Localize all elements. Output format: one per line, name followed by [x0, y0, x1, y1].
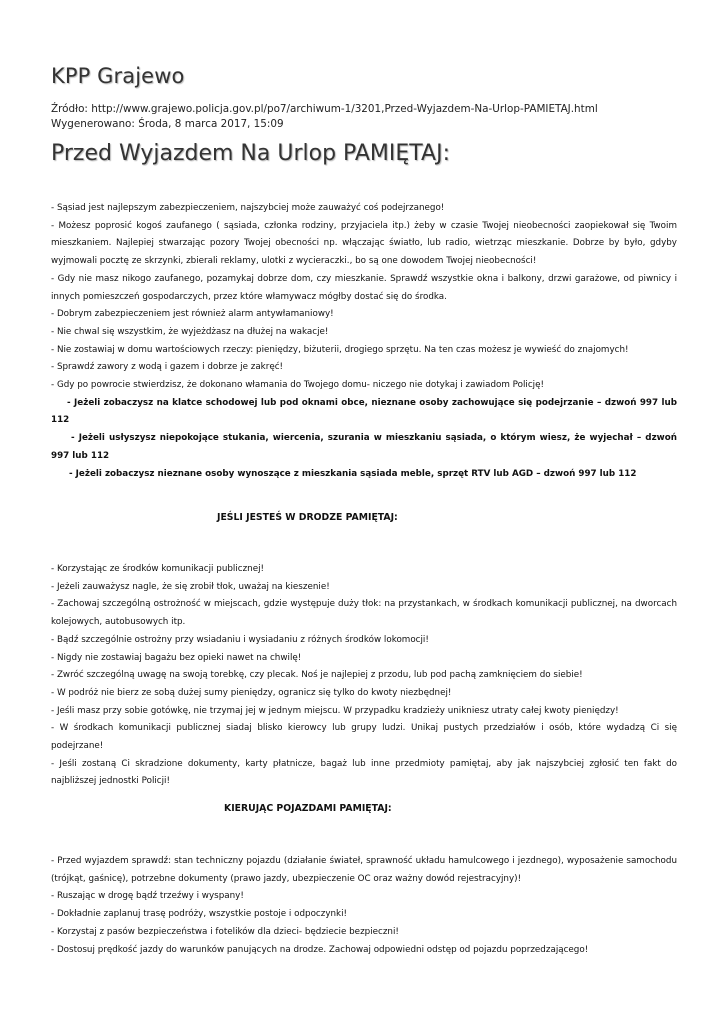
list-item: - W środkach komunikacji publicznej siadaj blisko kierowcy lub grupy ludzi. Unikaj pustych przedziałów i osób, które wydadzą Ci się podejrzane!: [51, 723, 677, 752]
alert-item: - Jeżeli zobaczysz nieznane osoby wynoszące z mieszkania sąsiada meble, sprzęt RTV lub AGD – dzwoń 997 lub 112: [69, 468, 637, 479]
travel-section: [51, 561, 677, 791]
list-item: - W podróż nie bierz ze sobą dużej sumy pieniędzy, ogranicz się tylko do kwoty niezbędnej!: [51, 687, 452, 698]
list-item: - Zwróć szczególną uwagę na swoją torebkę, czy plecak. Noś je najlepiej z przodu, lub pod pachą zamknięciem do siebie!: [51, 670, 583, 681]
list-item: - Możesz poprosić kogoś zaufanego ( sąsiada, członka rodziny, przyjaciela itp.) żeby w czasie Twojej nieobecności zaopiekował się Twoim mieszkaniem. Najlepiej stwarzając pozory Twojej obecności np. włączając światło, lub radio, wietrząc mieszkanie. Dobrze by było, gdyby wyjmowali pocztę ze skrzynki, zbierali reklamy, ulotki z wycieraczki., bo są one dowodem Twojej nieobecności!: [51, 220, 677, 267]
list-item: - Zachowaj szczególną ostrożność w miejscach, gdzie występuje duży tłok: na przystankach, w środkach komunikacji publicznej, na dworcach kolejowych, autobusowych itp.: [51, 599, 677, 628]
list-item: - Ruszając w drogę bądź trzeźwy i wyspany!: [51, 891, 244, 902]
list-item: - Sąsiad jest najlepszym zabezpieczeniem, najszybciej może zauważyć coś podejrzanego!: [51, 203, 445, 213]
generated-line: Wygenerowano: Środa, 8 marca 2017, 15:09: [51, 118, 284, 130]
source-line: Źródło: http://www.grajewo.policja.gov.pl/po7/archiwum-1/3201,Przed-Wyjazdem-Na-Urlop-PAMIETAJ.html: [51, 103, 598, 115]
list-item: - Korzystając ze środków komunikacji publicznej!: [51, 564, 265, 574]
list-item: - Dostosuj prędkość jazdy do warunków panujących na drodze. Zachowaj odpowiedni odstęp od pojazdu poprzedzającego!: [51, 944, 589, 955]
list-item: - Dobrym zabezpieczeniem jest również alarm antywłamaniowy!: [51, 309, 334, 320]
home-safety-section: [51, 200, 677, 483]
list-item: - Gdy nie masz nikogo zaufanego, pozamykaj dobrze dom, czy mieszkanie. Sprawdź wszystkie okna i balkony, drzwi garażowe, od piwnicy i innych pomieszczeń gospodarczych, przez które włamywacz mógłby dostać się do środka.: [51, 273, 677, 302]
list-item: - Bądź szczególnie ostrożny przy wsiadaniu i wysiadaniu z różnych środków lokomocji!: [51, 634, 429, 645]
list-item: - Jeżeli zauważysz nagle, że się zrobił tłok, uważaj na kieszenie!: [51, 581, 330, 592]
list-item: - Korzystaj z pasów bezpieczeństwa i fotelików dla dzieci- będziecie bezpieczni!: [51, 926, 399, 937]
drivers-section: [51, 853, 677, 959]
alert-item: - Jeżeli zobaczysz na klatce schodowej lub pod oknami obce, nieznane osoby zachowujące się podejrzanie – dzwoń 997 lub 112: [51, 397, 677, 426]
travel-heading: JEŚLI JESTEŚ W DRODZE PAMIĘTAJ:: [217, 512, 398, 523]
list-item: - Dokładnie zaplanuj trasę podróży, wszystkie postoje i odpoczynki!: [51, 909, 348, 920]
list-item: - Nigdy nie zostawiaj bagażu bez opieki nawet na chwilę!: [51, 652, 302, 663]
article-title: Przed Wyjazdem Na Urlop PAMIĘTAJ:: [51, 141, 450, 166]
site-title: KPP Grajewo: [51, 64, 185, 88]
list-item: - Przed wyjazdem sprawdź: stan techniczny pojazdu (działanie świateł, sprawność układu hamulcowego i jezdnego), wyposażenie samochodu (trójkąt, gaśnicę), potrzebne dokumenty (prawo jazdy, ubezpieczenie OC oraz ważny dowód rejestracyjny)!: [51, 856, 677, 884]
drivers-heading: KIERUJĄC POJAZDAMI PAMIĘTAJ:: [224, 803, 392, 814]
list-item: - Gdy po powrocie stwierdzisz, że dokonano włamania do Twojego domu- niczego nie dotykaj i zawiadom Policję!: [51, 380, 544, 391]
list-item: - Jeśli zostaną Ci skradzione dokumenty, karty płatnicze, bagaż lub inne przedmioty pamiętaj, aby jak najszybciej zgłosić ten fakt do najbliższej jednostki Policji!: [51, 758, 677, 787]
list-item: - Nie chwal się wszystkim, że wyjeżdżasz na dłużej na wakacje!: [51, 326, 329, 337]
list-item: - Sprawdź zawory z wodą i gazem i dobrze je zakręć!: [51, 362, 284, 373]
alert-item: - Jeżeli usłyszysz niepokojące stukania, wiercenia, szurania w mieszkaniu sąsiada, o którym wiesz, że wyjechał – dzwoń 997 lub 112: [51, 433, 677, 461]
list-item: - Jeśli masz przy sobie gotówkę, nie trzymaj jej w jednym miejscu. W przypadku kradzieży unikniesz utraty całej kwoty pieniędzy!: [51, 705, 619, 716]
list-item: - Nie zostawiaj w domu wartościowych rzeczy: pieniędzy, biżuterii, drogiego sprzętu. Na ten czas możesz je wywieść do znajomych!: [51, 344, 629, 355]
